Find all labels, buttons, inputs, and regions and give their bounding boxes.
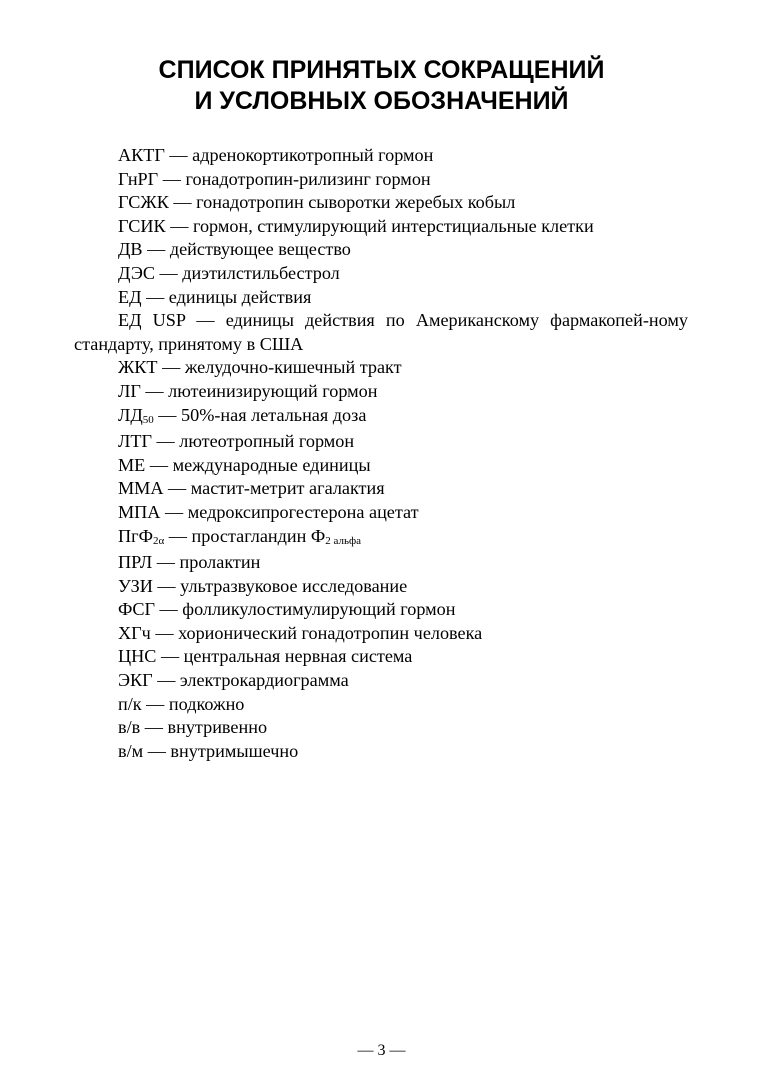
list-item: ГСЖК — гонадотропин сыворотки жеребых кобыл — [118, 192, 516, 213]
list-item: УЗИ — ультразвуковое исследование — [118, 575, 408, 596]
list-item: ЭКГ — электрокардиограмма — [118, 670, 349, 691]
list-item: АКТГ — адренокортикотропный гормон — [118, 145, 434, 165]
list-item: ГнРГ — гонадотропин-рилизинг гормон — [118, 168, 431, 189]
list-item: ЖКТ — желудочно-кишечный тракт — [118, 357, 402, 378]
list-item: МПА — медроксипрогестерона ацетат — [118, 501, 419, 522]
abbr-text: ЛД — [118, 404, 143, 425]
list-item: в/в — внутривенно — [118, 717, 268, 738]
subscript: 50 — [142, 413, 154, 426]
list-item: п/к — подкожно — [118, 693, 245, 714]
definition-text: — 50%-ная летальная доза — [153, 404, 367, 425]
list-item: ММА — мастит-метрит агалактия — [118, 478, 385, 499]
list-item: ДВ — действующее вещество — [118, 239, 351, 260]
definition-text: — простагландин Ф — [164, 525, 326, 546]
list-item: ФСГ — фолликулостимулирующий гормон — [118, 599, 456, 620]
list-item: ДЭС — диэтилстильбестрол — [118, 262, 340, 283]
list-item — [74, 525, 688, 552]
title-line-2: И УСЛОВНЫХ ОБОЗНАЧЕНИЙ — [194, 87, 569, 115]
list-item: ЦНС — центральная нервная система — [118, 646, 413, 667]
list-item: ХГч — хорионический гонадотропин человека — [118, 622, 483, 643]
title-line-1: СПИСОК ПРИНЯТЫХ СОКРАЩЕНИЙ — [158, 56, 605, 84]
list-item: ЛГ — лютеинизирующий гормон — [118, 380, 378, 401]
list-item — [74, 404, 688, 431]
page-number: — 3 — — [357, 1042, 406, 1059]
list-item: в/м — внутримышечно — [118, 740, 299, 761]
abbr-text: ПгФ — [118, 525, 153, 546]
list-item: ЛТГ — лютеотропный гормон — [118, 431, 355, 452]
list-item: МЕ — международные единицы — [118, 454, 371, 475]
list-item: ПРЛ — пролактин — [118, 552, 261, 573]
list-item: ГСИК — гормон, стимулирующий интерстициальные клетки — [118, 215, 594, 236]
subscript: 2 альфа — [325, 534, 362, 547]
list-item: ЕД USP — единицы действия по Американскому фармакопей-ному стандарту, принятому в США — [74, 310, 688, 354]
subscript: 2α — [152, 534, 165, 547]
page-title — [0, 55, 763, 117]
abbreviation-list — [74, 144, 688, 763]
list-item: ЕД — единицы действия — [118, 286, 312, 307]
